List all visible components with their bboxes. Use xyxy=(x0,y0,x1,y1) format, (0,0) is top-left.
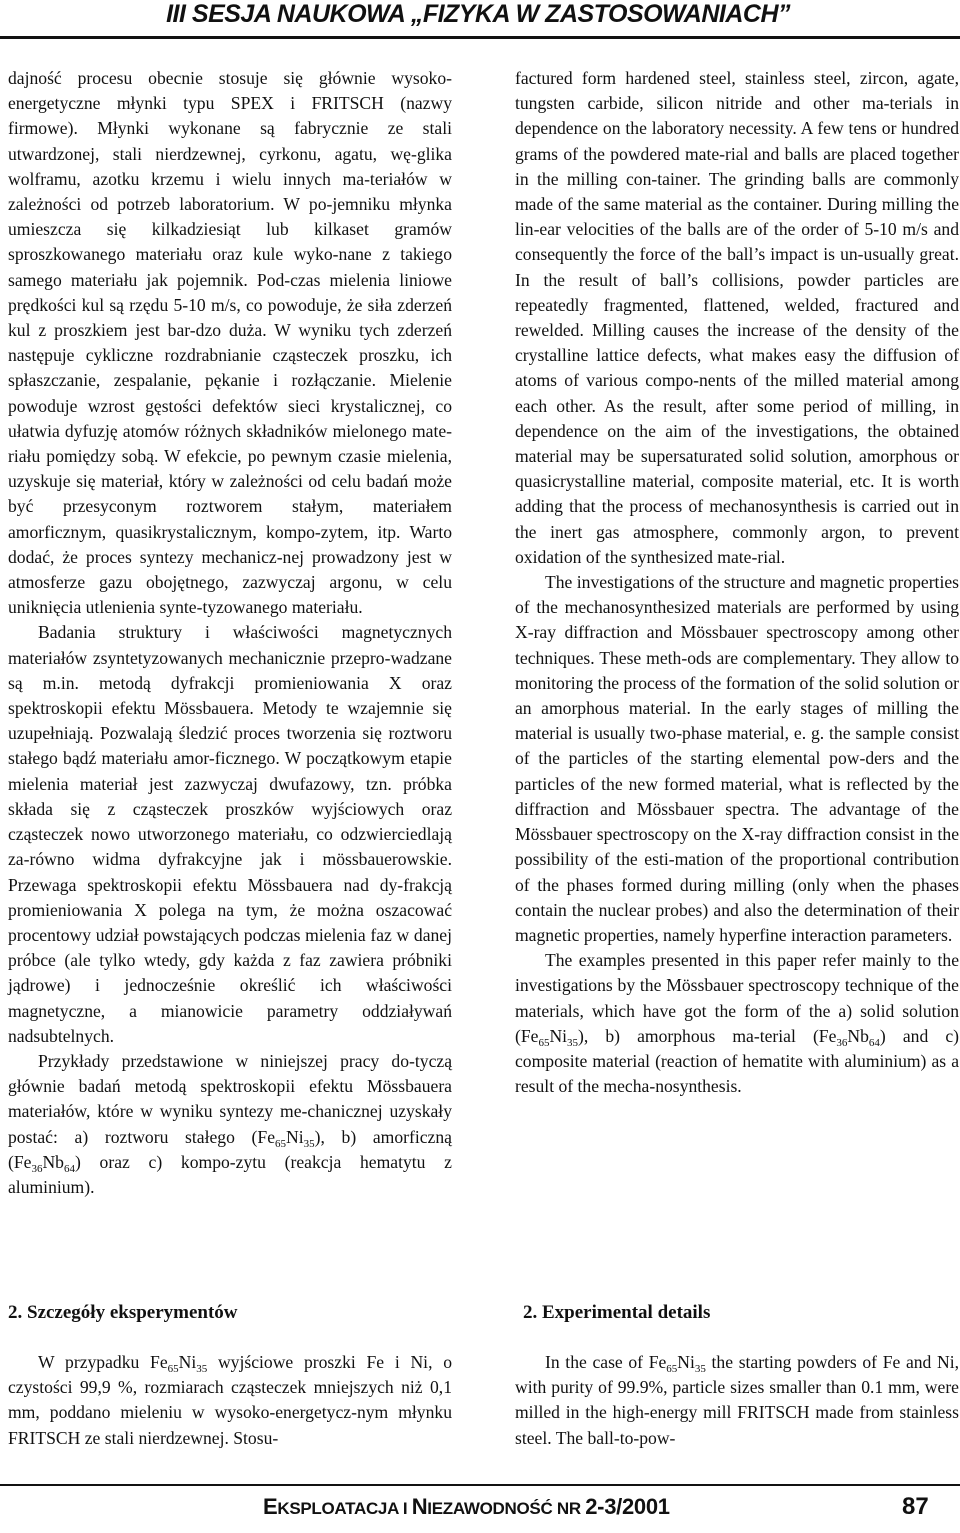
right-paragraph-2: The investigations of the structure and magnetic properties of the mechanosynthesized materials are performed by using X-ray diffraction and Mössbauer spectroscopy among other techniques. These meth-ods are complementary. They allow to monitoring the process of the formation of the solid solution or an amorphous material. In the early stages of milling the material is usually two-phase material, e. g. the sample consist of the particles of the starting elemental pow-ders and the particles of the new formed material, what is reflected by the diffraction and Mössbauer spectra. The advantage of the Mössbauer spectroscopy on the X-ray diffraction consist in the possibility of the esti-mation of the proportional contribution of the phases formed during milling (only when the phases contain the nuclear probes) and also the determination of their magnetic properties, namely hyperfine interaction parameters. xyxy=(515,572,959,945)
left-column xyxy=(8,66,452,1200)
right-column xyxy=(515,66,959,1099)
footer-rule xyxy=(0,1484,960,1486)
section-heading-en: 2. Experimental details xyxy=(523,1302,711,1323)
page-header xyxy=(0,0,960,42)
section-heading-pl: 2. Szczegóły eksperymentów xyxy=(8,1302,238,1323)
conference-title: III SESJA NAUKOWA „FIZYKA W ZASTOSOWANIACH” xyxy=(166,0,790,28)
left-section-text xyxy=(8,1350,452,1451)
journal-name: EKSPLOATACJA I NIEZAWODNOŚĆ NR 2-3/2001 xyxy=(263,1494,670,1519)
left-paragraph-2: Badania struktury i właściwości magnetycznych materiałów zsyntetyzowanych mechanicznie przepro-wadzane są m.in. metodą dyfrakcji promieniowania X oraz spektroskopii efektu Mössbauera. Metody te wzajemnie się uzupełniają. Pozwalają śledzić proces tworzenia się roztworu stałego bądź materiału amor-ficznego. W początkowym etapie mielenia materiał jest zazwyczaj dwufazowy, tzn. próbka składa się z cząsteczek proszków wyjściowych oraz cząsteczek nowo utworzonego materiału, co odzwierciedlają za-równo widma dyfrakcyjne jak i mössbauerowskie. Przewaga spektroskopii efektu Mössbauera nad dy-frakcją promieniowania X polega na tym, że można oszacować procentowy udział powstających podczas mielenia faz w danej próbce (ale tylko wtedy, gdy każda z faz zawiera próbniki jądrowe) i jednocześnie określić ich właściwości magnetyczne, a mianowicie parametry oddziaływań nadsubtelnych. xyxy=(8,622,452,1046)
right-paragraph-3: The examples presented in this paper refer mainly to the investigations by the Mössbauer spectroscopy technique of the materials, which have got the form of the a) solid solution $(Fe_{65}Ni_{35})$, b) amorphous ma-terial $(Fe_{36}Nb_{64})$ and c) composite material (reaction of hematite with aluminium) as a result of the mecha-nosynthesis. xyxy=(515,950,960,1097)
left-paragraph-3: Przykłady przedstawione w niniejszej pracy do-tyczą głównie badań metodą spektroskopii efektu Mössbauera materiałów, które w wyniku syntezy me-chanicznej uzyskały postać: a) roztworu stałego $(Fe_{65}Ni_{35})$, b) amorficzną $(Fe_{36}Nb_{64})$ oraz c) kompo-zytu (reakcja hematytu z aluminium). xyxy=(8,1050,452,1197)
page-number: 87 xyxy=(902,1493,929,1520)
left-section-paragraph: W przypadku $Fe_{65}Ni_{35}$ wyjściowe proszki Fe i Ni, o czystości 99,9 %, rozmiarach cząsteczek mniejszych niż 0,1 mm, poddano mieleniu w wysoko-energetycz-nym młynku FRITSCH ze stali nierdzewnej. Stosu- xyxy=(8,1352,453,1448)
right-section-paragraph: In the case of $Fe_{65}Ni_{35}$ the starting powders of Fe and Ni, with purity of 99.9%, particle sizes smaller than 0.1 mm, were milled in the high-energy mill FRITSCH made from stainless steel. The ball-to-pow- xyxy=(515,1352,959,1448)
left-paragraph-1: dajność procesu obecnie stosuje się głównie wysoko-energetyczne młynki typu SPEX i FRITSCH (nazwy firmowe). Młynki wykonane są fabrycznie ze stali utwardzonej, stali nierdzewnej, cyrkonu, agatu, wę-glika wolframu, azotku krzemu i wielu innych ma-teriałów w zależności od potrzeb laboratorium. W po-jemniku młynka umieszcza się kilkadziesiąt lub kilkaset gramów sproszkowanego materiału oraz kule wyko-nane z takiego samego materiału jak pojemnik. Pod-czas mielenia liniowe prędkości kul są rzędu 5-10 m/s, co powoduje, że siła zderzeń kul z proszkiem jest bar-dzo duża. W wyniku tych zderzeń następuje cykliczne rozdrabnianie cząsteczek proszku, ich spłaszczanie, zespalanie, pękanie i rozłączanie. Mielenie powoduje wzrost gęstości defektów sieci krystalicznej, co ułatwia dyfuzję atomów różnych składników mielonego mate-riału pomiędzy sobą. W efekcie, po pewnym czasie mielenia, uzyskuje się materiał, który w zależności od celu badań może być przesyconym roztworem stałym, materiałem amorficznym, quasikrystalicznym, kompo-zytem, itp. Warto dodać, że proces syntezy mechanicz-nej prowadzony jest w atmosferze gazu obojętnego, zazwyczaj argonu, w celu uniknięcia utlenienia synte-tyzowanego materiału. xyxy=(8,68,452,618)
right-section-text xyxy=(515,1350,959,1451)
header-rule xyxy=(0,36,960,39)
right-paragraph-1: factured form hardened steel, stainless steel, zircon, agate, tungsten carbide, silicon nitride and other ma-terials in dependence on the laboratory necessity. A few tens or hundred grams of the powdered mate-rial and balls are placed together in the milling con-tainer. The grinding balls are commonly made of the same material as the container. During milling the lin-ear velocities of the balls are of the order of 5-10 m/s and consequently the force of the ball’s impact is un-usually great. In the result of ball’s collisions, powder particles are repeatedly fragmented, flattened, welded, fractured and rewelded. Milling causes the increase of the density of the crystalline lattice defects, what makes easy the diffusion of atoms of various compo-nents of the milled material among each other. As the result, after some period of milling, in dependence on the aim of the investigations, the obtained material may be supersaturated solid solution, amorphous or quasicrystalline material, composite material, etc. It is worth adding that the process of mechanosynthesis is carried out in the inert gas atmosphere, commonly argon, to prevent oxidation of the synthesized mate-rial. xyxy=(515,68,959,567)
